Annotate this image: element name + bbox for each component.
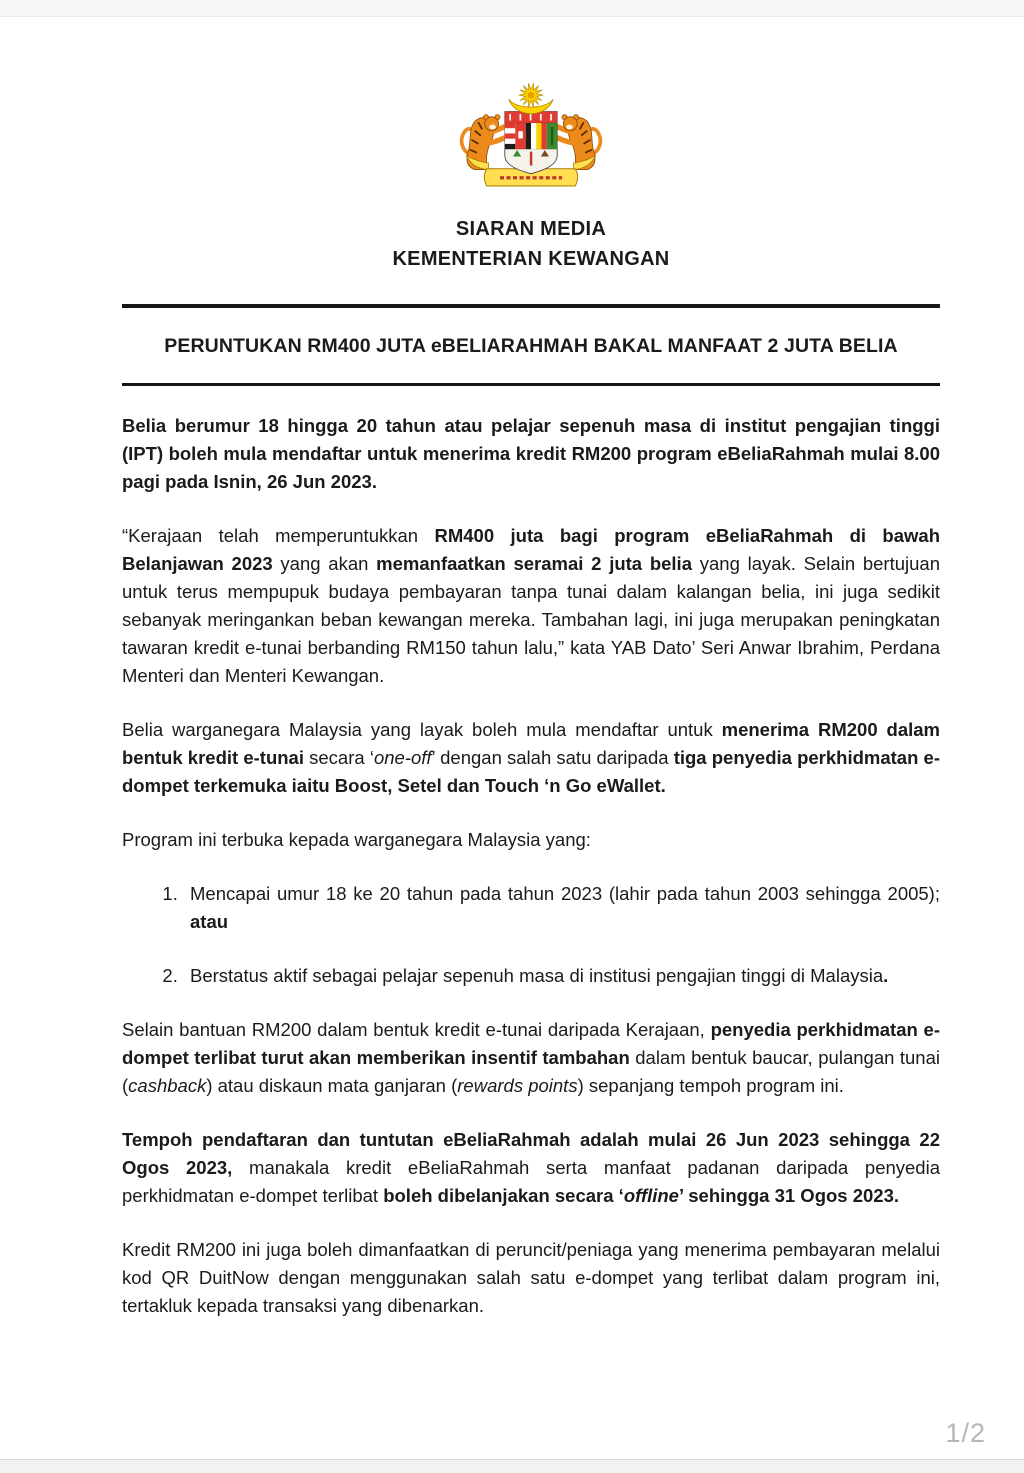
ministry-name: KEMENTERIAN KEWANGAN xyxy=(392,248,670,270)
viewer-top-edge xyxy=(0,0,1024,17)
title-divider-top xyxy=(122,304,940,308)
masthead xyxy=(122,17,940,274)
text-segment: memanfaatkan seramai 2 juta belia xyxy=(376,553,692,574)
text-segment: Mencapai umur 18 ke 20 tahun pada tahun 2023 (lahir pada tahun 2003 sehingga 2005); xyxy=(190,883,940,904)
text-segment: Belia berumur 18 hingga 20 tahun atau pelajar sepenuh masa di institut pengajian tinggi (IPT) boleh mula mendaftar untuk menerima kredit RM200 program eBeliaRahmah mulai 8.00 pagi pada Isnin, 26 Jun 2023. xyxy=(122,415,940,492)
body-paragraph xyxy=(122,412,940,496)
tiger-right-figure xyxy=(555,115,601,170)
body-paragraph xyxy=(122,716,940,800)
text-segment: secara ‘ xyxy=(303,747,374,768)
viewer-bottom-edge xyxy=(0,1459,1024,1473)
text-segment: ’ dengan salah satu daripada xyxy=(431,747,674,768)
text-segment: . xyxy=(883,965,889,986)
star-crescent xyxy=(509,83,553,113)
text-segment: ’ sehingga 31 Ogos 2023. xyxy=(678,1185,900,1206)
body-paragraph xyxy=(122,522,940,690)
text-segment: Berstatus aktif sebagai pelajar sepenuh masa di institusi pengajian tinggi di Malaysia xyxy=(190,965,884,986)
body-paragraph xyxy=(122,826,940,854)
eligibility-list xyxy=(122,880,940,990)
body-paragraph xyxy=(122,1126,940,1210)
press-release-label: SIARAN MEDIA xyxy=(455,218,607,240)
text-segment: one-off xyxy=(373,747,432,768)
malaysia-coat-of-arms-icon xyxy=(441,77,621,200)
text-segment: Belia warganegara Malaysia yang layak boleh mula mendaftar untuk xyxy=(122,719,722,740)
document-title: PERUNTUKAN RM400 JUTA eBELIARAHMAH BAKAL MANFAAT 2 JUTA BELIA xyxy=(164,335,898,357)
text-segment: offline xyxy=(623,1185,679,1206)
text-segment: yang akan xyxy=(272,553,377,574)
document-body xyxy=(122,412,940,1320)
page-indicator: 1/2 xyxy=(945,1418,986,1448)
shield xyxy=(505,112,557,174)
text-segment: atau xyxy=(190,911,229,932)
body-paragraph xyxy=(122,1236,940,1320)
body-paragraph xyxy=(122,1016,940,1100)
text-segment: dalam bentuk baucar, pulangan tunai ( xyxy=(122,1047,940,1096)
text-segment: Tempoh pendaftaran dan tuntutan eBeliaRahmah adalah mulai 26 Jun 2023 sehingga 22 Ogos 2023, xyxy=(122,1129,940,1178)
text-segment: rewards points xyxy=(457,1075,578,1096)
text-segment: Kredit RM200 ini juga boleh dimanfaatkan di peruncit/peniaga yang menerima pembayaran melalui kod QR DuitNow dengan menggunakan salah satu e-dompet yang terlibat dalam program ini, tertakluk kepada transaksi yang dibenarkan. xyxy=(122,1239,940,1316)
text-segment: cashback xyxy=(128,1075,207,1096)
text-segment: Program ini terbuka kepada warganegara Malaysia yang: xyxy=(122,829,591,850)
title-divider-bottom xyxy=(122,383,940,386)
eligibility-list-item xyxy=(183,880,940,936)
text-segment: “Kerajaan telah memperuntukkan xyxy=(122,525,435,546)
eligibility-list-item xyxy=(183,962,940,990)
text-segment: manakala kredit eBeliaRahmah serta manfaat padanan daripada penyedia perkhidmatan e-dompet terlibat xyxy=(122,1157,940,1206)
text-segment: menerima RM200 dalam bentuk kredit e-tunai xyxy=(122,719,940,768)
text-segment: yang layak. Selain bertujuan untuk terus mempupuk budaya pembayaran tanpa tunai dalam kalangan belia, ini juga sedikit sebanyak meringankan beban kewangan mereka. Tambahan lagi, ini juga merupakan peningkatan tawaran kredit e-tunai berbanding RM150 tahun lalu,” kata YAB Dato’ Seri Anwar Ibrahim, Perdana Menteri dan Menteri Kewangan. xyxy=(122,553,940,686)
text-segment: RM400 juta bagi program eBeliaRahmah di bawah Belanjawan 2023 xyxy=(122,525,940,574)
text-segment: tiga penyedia perkhidmatan e-dompet terkemuka iaitu Boost, Setel dan Touch ‘n Go eWallet. xyxy=(122,747,940,796)
text-segment: boleh dibelanjakan secara ‘ xyxy=(383,1185,624,1206)
text-segment: Selain bantuan RM200 dalam bentuk kredit e-tunai daripada Kerajaan, xyxy=(122,1019,711,1040)
text-segment: ) atau diskaun mata ganjaran ( xyxy=(206,1075,458,1096)
text-segment: penyedia perkhidmatan e-dompet terlibat turut akan memberikan insentif tambahan xyxy=(122,1019,941,1068)
document-page xyxy=(0,17,1024,1459)
text-segment: ) sepanjang tempoh program ini. xyxy=(577,1075,844,1096)
tiger-left-figure xyxy=(462,115,508,170)
